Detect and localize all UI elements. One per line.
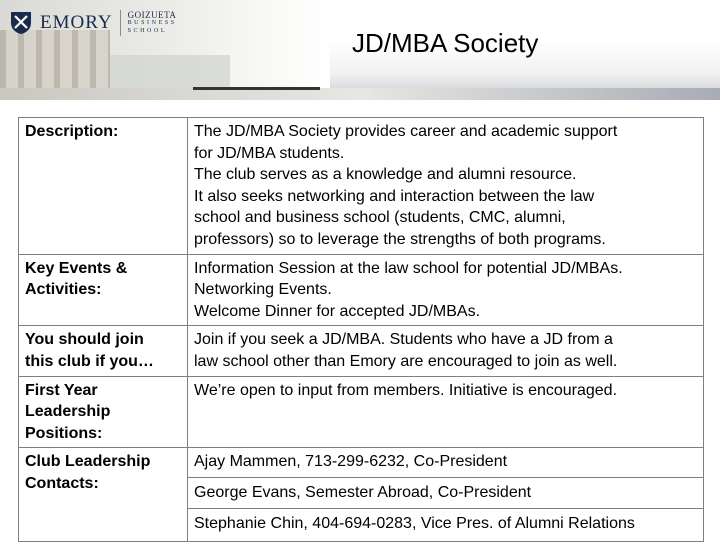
table-row-leadership-positions xyxy=(19,376,704,448)
row-content xyxy=(188,448,704,542)
label-line: Activities: xyxy=(25,281,102,299)
content-line: Welcome Dinner for accepted JD/MBAs. xyxy=(194,302,481,320)
label-line: Club Leadership xyxy=(25,453,151,471)
label-line: Positions: xyxy=(25,424,103,442)
content-line: The JD/MBA Society provides career and academic support xyxy=(194,123,618,140)
label-line: Leadership xyxy=(25,403,111,421)
emory-shield-icon xyxy=(10,11,32,35)
content-line: professors) so to leverage the strengths of both programs. xyxy=(194,230,606,248)
content-line: It also seeks networking and interaction between the law xyxy=(194,187,595,205)
logo-divider xyxy=(120,10,121,36)
row-content xyxy=(188,254,704,326)
row-label xyxy=(19,448,188,542)
emory-goizueta-logo xyxy=(10,8,177,38)
label-line: Contacts: xyxy=(25,474,99,492)
table-row-description xyxy=(19,118,704,255)
contact-entry: George Evans, Semester Abroad, Co-President xyxy=(188,477,703,508)
table-row-key-events xyxy=(19,254,704,326)
content-line: We’re open to input from members. Initiative is encouraged. xyxy=(194,381,618,399)
row-content xyxy=(188,118,704,255)
content-line: The club serves as a knowledge and alumni resource. xyxy=(194,166,577,184)
label-line: this club if you… xyxy=(25,352,154,370)
row-label xyxy=(19,118,188,255)
content-line: school and business school (students, CMC, alumni, xyxy=(194,209,566,227)
label-line: You should join xyxy=(25,331,144,349)
label-line: First Year xyxy=(25,381,98,399)
content-line: Join if you seek a JD/MBA. Students who have a JD from a xyxy=(194,331,613,349)
logo-school-line1: GOIZUETA xyxy=(127,10,177,20)
content-line: for JD/MBA students. xyxy=(194,144,345,162)
logo-wordmark: EMORY xyxy=(40,12,113,33)
content-line: law school other than Emory are encouraged to join as well. xyxy=(194,352,618,370)
content-line: Networking Events. xyxy=(194,281,332,299)
row-label xyxy=(19,326,188,376)
row-label xyxy=(19,254,188,326)
club-info-table xyxy=(18,117,704,542)
content-line: Information Session at the law school for potential JD/MBAs. xyxy=(194,259,623,277)
row-content xyxy=(188,376,704,448)
logo-school-name xyxy=(128,11,177,35)
table-row-should-join xyxy=(19,326,704,376)
label-line: Description: xyxy=(25,123,119,140)
title-underline xyxy=(193,87,320,90)
contact-entry: Ajay Mammen, 713-299-6232, Co-President xyxy=(194,453,508,471)
logo-school-line3: SCHOOL xyxy=(127,28,168,34)
label-line: Key Events & xyxy=(25,259,128,277)
row-label xyxy=(19,376,188,448)
table-row-contacts xyxy=(19,448,704,542)
page-title: JD/MBA Society xyxy=(352,28,539,58)
contact-entry: Stephanie Chin, 404-694-0283, Vice Pres. of Alumni Relations xyxy=(188,508,703,539)
logo-school-line2: BUSINESS xyxy=(127,20,177,26)
header-strip xyxy=(0,88,720,100)
row-content xyxy=(188,326,704,376)
